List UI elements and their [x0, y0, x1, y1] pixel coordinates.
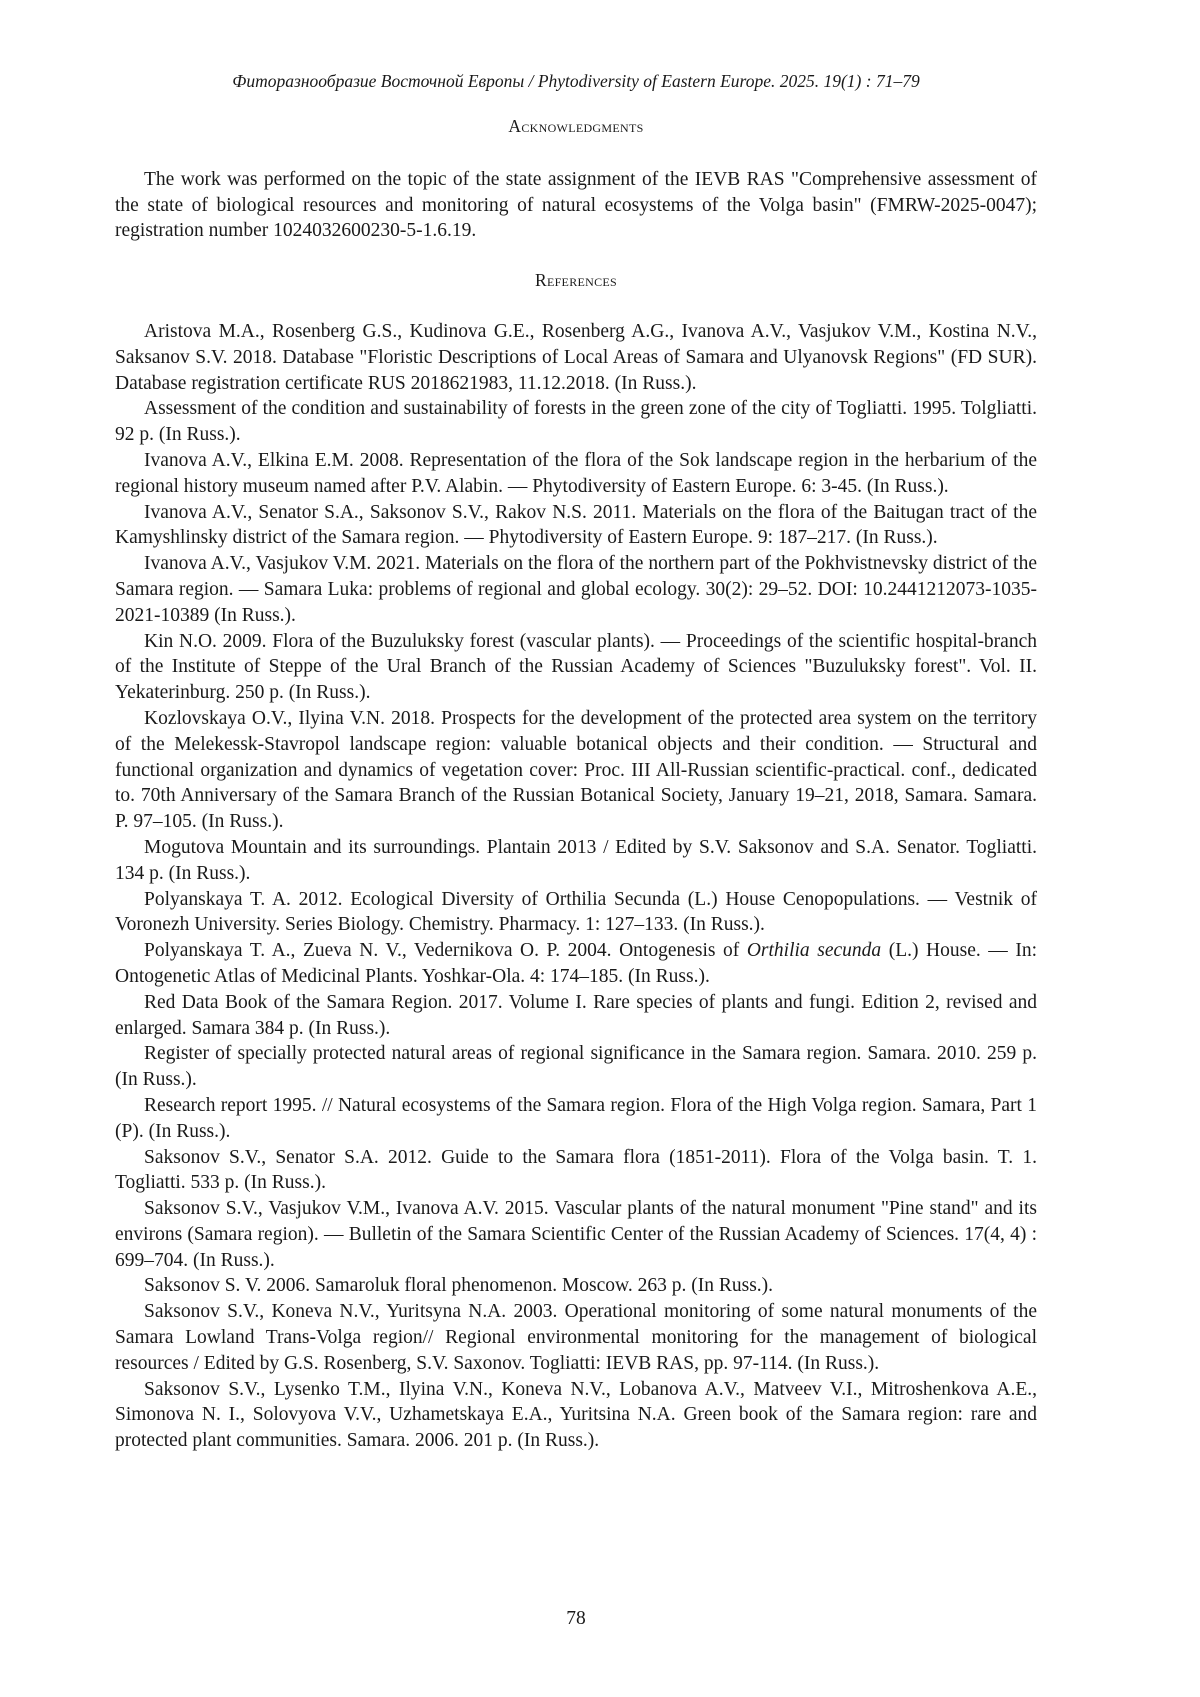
reference-item: Register of specially protected natural areas of regional significance in the Samara region. Samara. 2010. 259 p. (In Russ.). [115, 1041, 1037, 1093]
running-header: Фиторазнообразие Восточной Европы / Phytodiversity of Eastern Europe. 2025. 19(1) : 71–79 [115, 70, 1037, 92]
page-number: 78 [115, 1608, 1037, 1630]
reference-item: Research report 1995. // Natural ecosystems of the Samara region. Flora of the High Volga region. Samara, Part 1 (P). (In Russ.). [115, 1093, 1037, 1145]
reference-item: Red Data Book of the Samara Region. 2017. Volume I. Rare species of plants and fungi. Edition 2, revised and enlarged. Samara 384 p. (In Russ.). [115, 990, 1037, 1042]
reference-item: Saksonov S.V., Vasjukov V.M., Ivanova A.V. 2015. Vascular plants of the natural monument "Pine stand" and its environs (Samara region). — Bulletin of the Samara Scientific Center of the Russian Academy of Sciences. 17(4, 4) : 699–704. (In Russ.). [115, 1196, 1037, 1273]
species-name-italic: Orthilia secunda [747, 940, 881, 961]
reference-item: Aristova M.A., Rosenberg G.S., Kudinova G.E., Rosenberg A.G., Ivanova A.V., Vasjukov V.M., Kostina N.V., Saksanov S.V. 2018. Database "Floristic Descriptions of Local Areas of Samara and Ulyanovsk Regions" (FD SUR). Database registration certificate RUS 2018621983, 11.12.2018. (In Russ.). [115, 319, 1037, 396]
reference-item: Ivanova A.V., Elkina E.M. 2008. Representation of the flora of the Sok landscape region in the herbarium of the regional history museum named after P.V. Alabin. — Phytodiversity of Eastern Europe. 6: 3-45. (In Russ.). [115, 448, 1037, 500]
reference-item: Kin N.O. 2009. Flora of the Buzuluksky forest (vascular plants). — Proceedings of the scientific hospital-branch of the Institute of Steppe of the Ural Branch of the Russian Academy of Sciences "Buzuluksky forest". Vol. II. Yekaterinburg. 250 p. (In Russ.). [115, 629, 1037, 706]
reference-item: Saksonov S.V., Koneva N.V., Yuritsyna N.A. 2003. Operational monitoring of some natural monuments of the Samara Lowland Trans-Volga region// Regional environmental monitoring for the management of biological resources / Edited by G.S. Rosenberg, S.V. Saxonov. Togliatti: IEVB RAS, pp. 97-114. (In Russ.). [115, 1299, 1037, 1376]
references-heading: References [115, 270, 1037, 291]
reference-item: Kozlovskaya O.V., Ilyina V.N. 2018. Prospects for the development of the protected area system on the territory of the Melekessk-Stavropol landscape region: valuable botanical objects and their condition. — Structural and functional organization and dynamics of vegetation cover: Proc. III All-Russian scientific-practical. conf., dedicated to. 70th Anniversary of the Samara Branch of the Russian Botanical Society, January 19–21, 2018, Samara. Samara. P. 97–105. (In Russ.). [115, 706, 1037, 835]
reference-item: Ivanova A.V., Vasjukov V.M. 2021. Materials on the flora of the northern part of the Pokhvistnevsky district of the Samara region. — Samara Luka: problems of regional and global ecology. 30(2): 29–52. DOI: 10.2441212073-1035-2021-10389 (In Russ.). [115, 551, 1037, 628]
reference-item: Saksonov S.V., Lysenko T.M., Ilyina V.N., Koneva N.V., Lobanova A.V., Matveev V.I., Mitroshenkova A.E., Simonova N. I., Solovyova V.V., Uzhametskaya E.A., Yuritsina N.A. Green book of the Samara region: rare and protected plant communities. Samara. 2006. 201 p. (In Russ.). [115, 1377, 1037, 1454]
acknowledgments-text: The work was performed on the topic of the state assignment of the IEVB RAS "Comprehensive assessment of the state of biological resources and monitoring of natural ecosystems of the Volga basin" (FMRW-2025-0047); registration number 1024032600230-5-1.6.19. [115, 167, 1037, 244]
reference-item: Assessment of the condition and sustainability of forests in the green zone of the city of Togliatti. 1995. Tolgliatti. 92 p. (In Russ.). [115, 396, 1037, 448]
reference-item: Ivanova A.V., Senator S.A., Saksonov S.V., Rakov N.S. 2011. Materials on the flora of the Baitugan tract of the Kamyshlinsky district of the Samara region. — Phytodiversity of Eastern Europe. 9: 187–217. (In Russ.). [115, 500, 1037, 552]
reference-text: (L.) House. — In: Ontogenetic Atlas of Medicinal Plants. Yoshkar-Ola. 4: 174–185. (In Russ.). [115, 940, 1037, 987]
reference-list [115, 319, 1037, 1454]
reference-item: Mogutova Mountain and its surroundings. Plantain 2013 / Edited by S.V. Saksonov and S.A. Senator. Togliatti. 134 p. (In Russ.). [115, 835, 1037, 887]
reference-item [115, 938, 1037, 990]
reference-item: Polyanskaya T. A. 2012. Ecological Diversity of Orthilia Secunda (L.) House Cenopopulations. — Vestnik of Voronezh University. Series Biology. Chemistry. Pharmacy. 1: 127–133. (In Russ.). [115, 887, 1037, 939]
reference-text: Polyanskaya T. A., Zueva N. V., Vedernikova O. P. 2004. Ontogenesis of [144, 940, 747, 961]
reference-item: Saksonov S.V., Senator S.A. 2012. Guide to the Samara flora (1851-2011). Flora of the Volga basin. T. 1. Togliatti. 533 p. (In Russ.). [115, 1145, 1037, 1197]
document-page [0, 0, 1200, 1697]
reference-item: Saksonov S. V. 2006. Samaroluk floral phenomenon. Moscow. 263 p. (In Russ.). [115, 1273, 1037, 1299]
acknowledgments-heading: Acknowledgments [115, 116, 1037, 137]
